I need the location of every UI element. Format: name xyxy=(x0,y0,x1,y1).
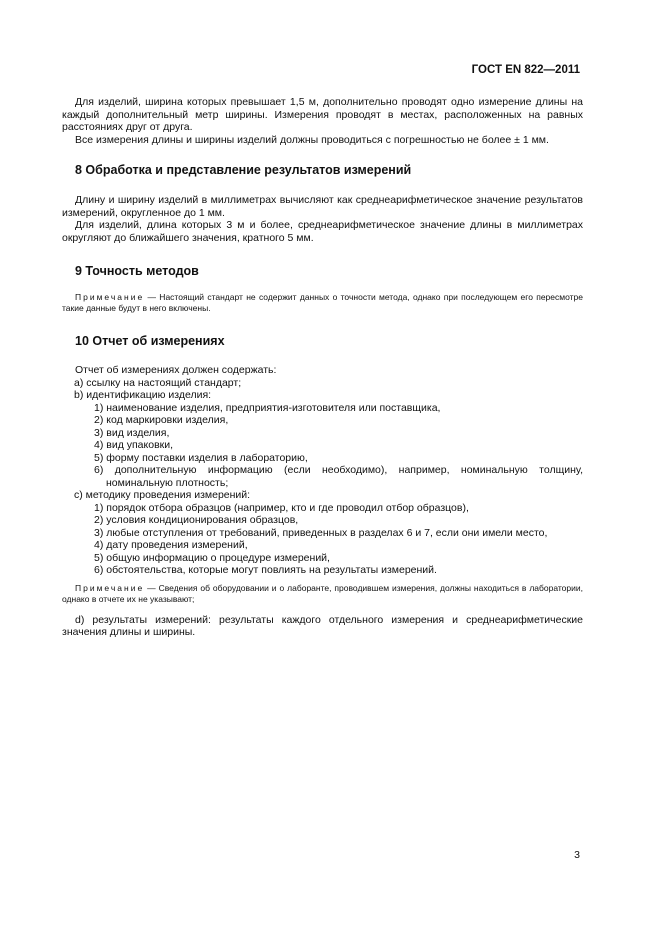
list-item-b-5: 5) форму поставки изделия в лабораторию, xyxy=(94,451,308,464)
intro-paragraph-2: Все измерения длины и ширины изделий должны проводиться с погрешностью не более ± 1 мм. xyxy=(75,133,549,146)
list-item-c: с) методику проведения измерений: xyxy=(74,489,251,501)
section-10-heading: 10 Отчет об измерениях xyxy=(75,334,225,348)
section-8-paragraph-1: Длину и ширину изделий в миллиметрах вычисляют как среднеарифметическое значение результатов измерений, округленное до 1 мм. xyxy=(62,194,583,219)
section-8-heading: 8 Обработка и представление результатов измерений xyxy=(75,163,412,177)
section-8-paragraph-2: Для изделий, длина которых 3 м и более, среднеарифметическое значение длины в миллиметрах округляют до ближайшего значения, кратного 5 мм. xyxy=(62,219,583,244)
list-item-c-4: 4) дату проведения измерений, xyxy=(94,539,248,551)
note-label: Примечание xyxy=(75,582,145,593)
list-item-c-5: 5) общую информацию о процедуре измерений, xyxy=(94,551,330,564)
list-item-d: d) результаты измерений: результаты каждого отдельного измерения и среднеарифметические значения длины и ширины. xyxy=(62,613,583,638)
list-item-c-2: 2) условия кондиционирования образцов, xyxy=(94,514,299,526)
intro-paragraph-1: Для изделий, ширина которых превышает 1,5 м, дополнительно проводят одно измерение длины на каждый дополнительный метр ширины. Измерения проводят в местах, расположенных на равных расстояниях друг от друга. xyxy=(62,96,583,133)
section-10-intro: Отчет об измерениях должен содержать: xyxy=(75,364,277,376)
section-10-note xyxy=(62,583,583,605)
list-item-c-3: 3) любые отступления от требований, приведенных в разделах 6 и 7, если они имели место, xyxy=(94,526,548,539)
section-9-heading: 9 Точность методов xyxy=(75,264,199,278)
list-item-b-4: 4) вид упаковки, xyxy=(94,439,174,451)
list-item-b-3: 3) вид изделия, xyxy=(94,426,170,439)
standard-code-header: ГОСТ EN 822—2011 xyxy=(471,64,580,76)
page-number: 3 xyxy=(574,849,580,861)
note-text: — Сведения об оборудовании и о лаборанте, проводившем измерения, должны находиться в лаборатории, однако в отчете их не указывают; xyxy=(62,582,583,604)
note-text: — Настоящий стандарт не содержит данных о точности метода, однако при последующем его пересмотре такие данные будут в него включены. xyxy=(62,292,583,313)
list-item-b: b) идентификацию изделия: xyxy=(74,389,212,401)
page-content xyxy=(62,96,583,639)
list-item-b-6-continuation: номинальную плотность; xyxy=(106,476,229,489)
list-item-b-1: 1) наименование изделия, предприятия-изготовителя или поставщика, xyxy=(94,401,441,414)
section-9-note xyxy=(62,292,583,314)
list-item-b-2: 2) код маркировки изделия, xyxy=(94,414,229,426)
list-item-a: а) ссылку на настоящий стандарт; xyxy=(74,376,242,389)
list-item-b-6: 6) дополнительную информацию (если необходимо), например, номинальную толщину, xyxy=(94,464,583,476)
list-item-c-6: 6) обстоятельства, которые могут повлиять на результаты измерений. xyxy=(94,564,437,576)
list-item-c-1: 1) порядок отбора образцов (например, кто и где проводил отбор образцов), xyxy=(94,501,469,514)
note-label: Примечание xyxy=(75,292,145,302)
